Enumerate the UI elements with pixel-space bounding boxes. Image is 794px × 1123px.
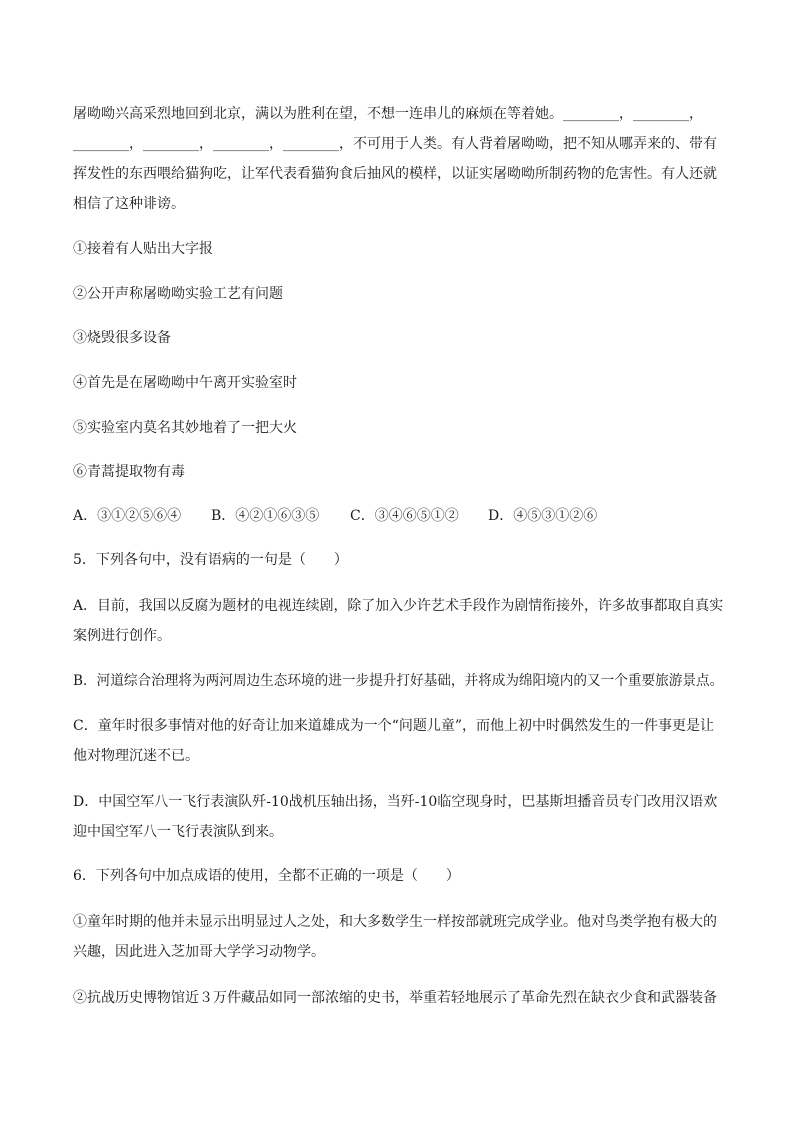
q4-option-d: D．④⑤③①②⑥	[488, 508, 598, 524]
q5-option-c: C．童年时很多事情对他的好奇让加来道雄成为一个“问题儿童”，而他上初中时偶然发生的一件事更是让	[73, 718, 715, 734]
q5-option-c-cont: 他对物理沉迷不已。	[73, 748, 199, 764]
passage-line: ________，________，________，________，不可用于人类。有人背着屠呦呦，把不知从哪弄来的、带有	[73, 136, 717, 152]
q4-options	[73, 506, 597, 526]
q4-option-a: A．③①②⑤⑥④	[73, 508, 182, 524]
passage-line: 相信了这种诽谤。	[73, 196, 185, 212]
q6-sentence-1: ①童年时期的他并未显示出明显过人之处，和大多数学生一样按部就班完成学业。他对鸟类学抱有极大的	[73, 914, 717, 930]
passage-line: 挥发性的东西喂给猫狗吃，让军代表看猫狗食后抽风的模样，以证实屠呦呦所制药物的危害性。有人还就	[73, 166, 717, 182]
q6-sentence-2: ②抗战历史博物馆近３万件藏品如同一部浓缩的史书，举重若轻地展示了革命先烈在缺衣少食和武器装备	[73, 990, 717, 1006]
q5-option-d-cont: 迎中国空军八一飞行表演队到来。	[73, 824, 283, 840]
q5-option-d: D．中国空军八一飞行表演队歼-10战机压轴出扬，当歼-10临空现身时，巴基斯坦播音员专门改用汉语欢	[73, 794, 718, 810]
q5-option-a-cont: 案例进行创作。	[73, 628, 171, 644]
q5-option-b: B．河道综合治理将为两河周边生态环境的进一步提升打好基础，并将成为绵阳境内的又一个重要旅游景点。	[73, 673, 724, 689]
q4-item: ③烧毁很多设备	[73, 330, 171, 346]
q4-option-c: C．③④⑥⑤①②	[350, 508, 459, 524]
q4-item: ⑤实验室内莫名其妙地着了一把大火	[73, 420, 297, 436]
q4-item: ④首先是在屠呦呦中午离开实验室时	[73, 375, 297, 391]
q6-stem: 6．下列各句中加点成语的使用，全都不正确的一项是（ ）	[73, 868, 460, 884]
q4-item: ⑥青蒿提取物有毒	[73, 464, 185, 480]
q4-item: ②公开声称屠呦呦实验工艺有问题	[73, 286, 283, 302]
q6-sentence-1-cont: 兴趣，因此进入芝加哥大学学习动物学。	[73, 944, 325, 960]
passage-line: 屠呦呦兴高采烈地回到北京，满以为胜利在望，不想一连串儿的麻烦在等着她。________，________，	[73, 106, 703, 122]
q5-option-a: A．目前，我国以反腐为题材的电视连续剧，除了加入少许艺术手段作为剧情衔接外，许多故事都取自真实	[73, 598, 724, 614]
q4-option-b: B．④②①⑥③⑤	[211, 508, 320, 524]
q4-item: ①接着有人贴出大字报	[73, 241, 213, 257]
q5-stem: 5．下列各句中，没有语病的一句是（ ）	[73, 552, 348, 568]
